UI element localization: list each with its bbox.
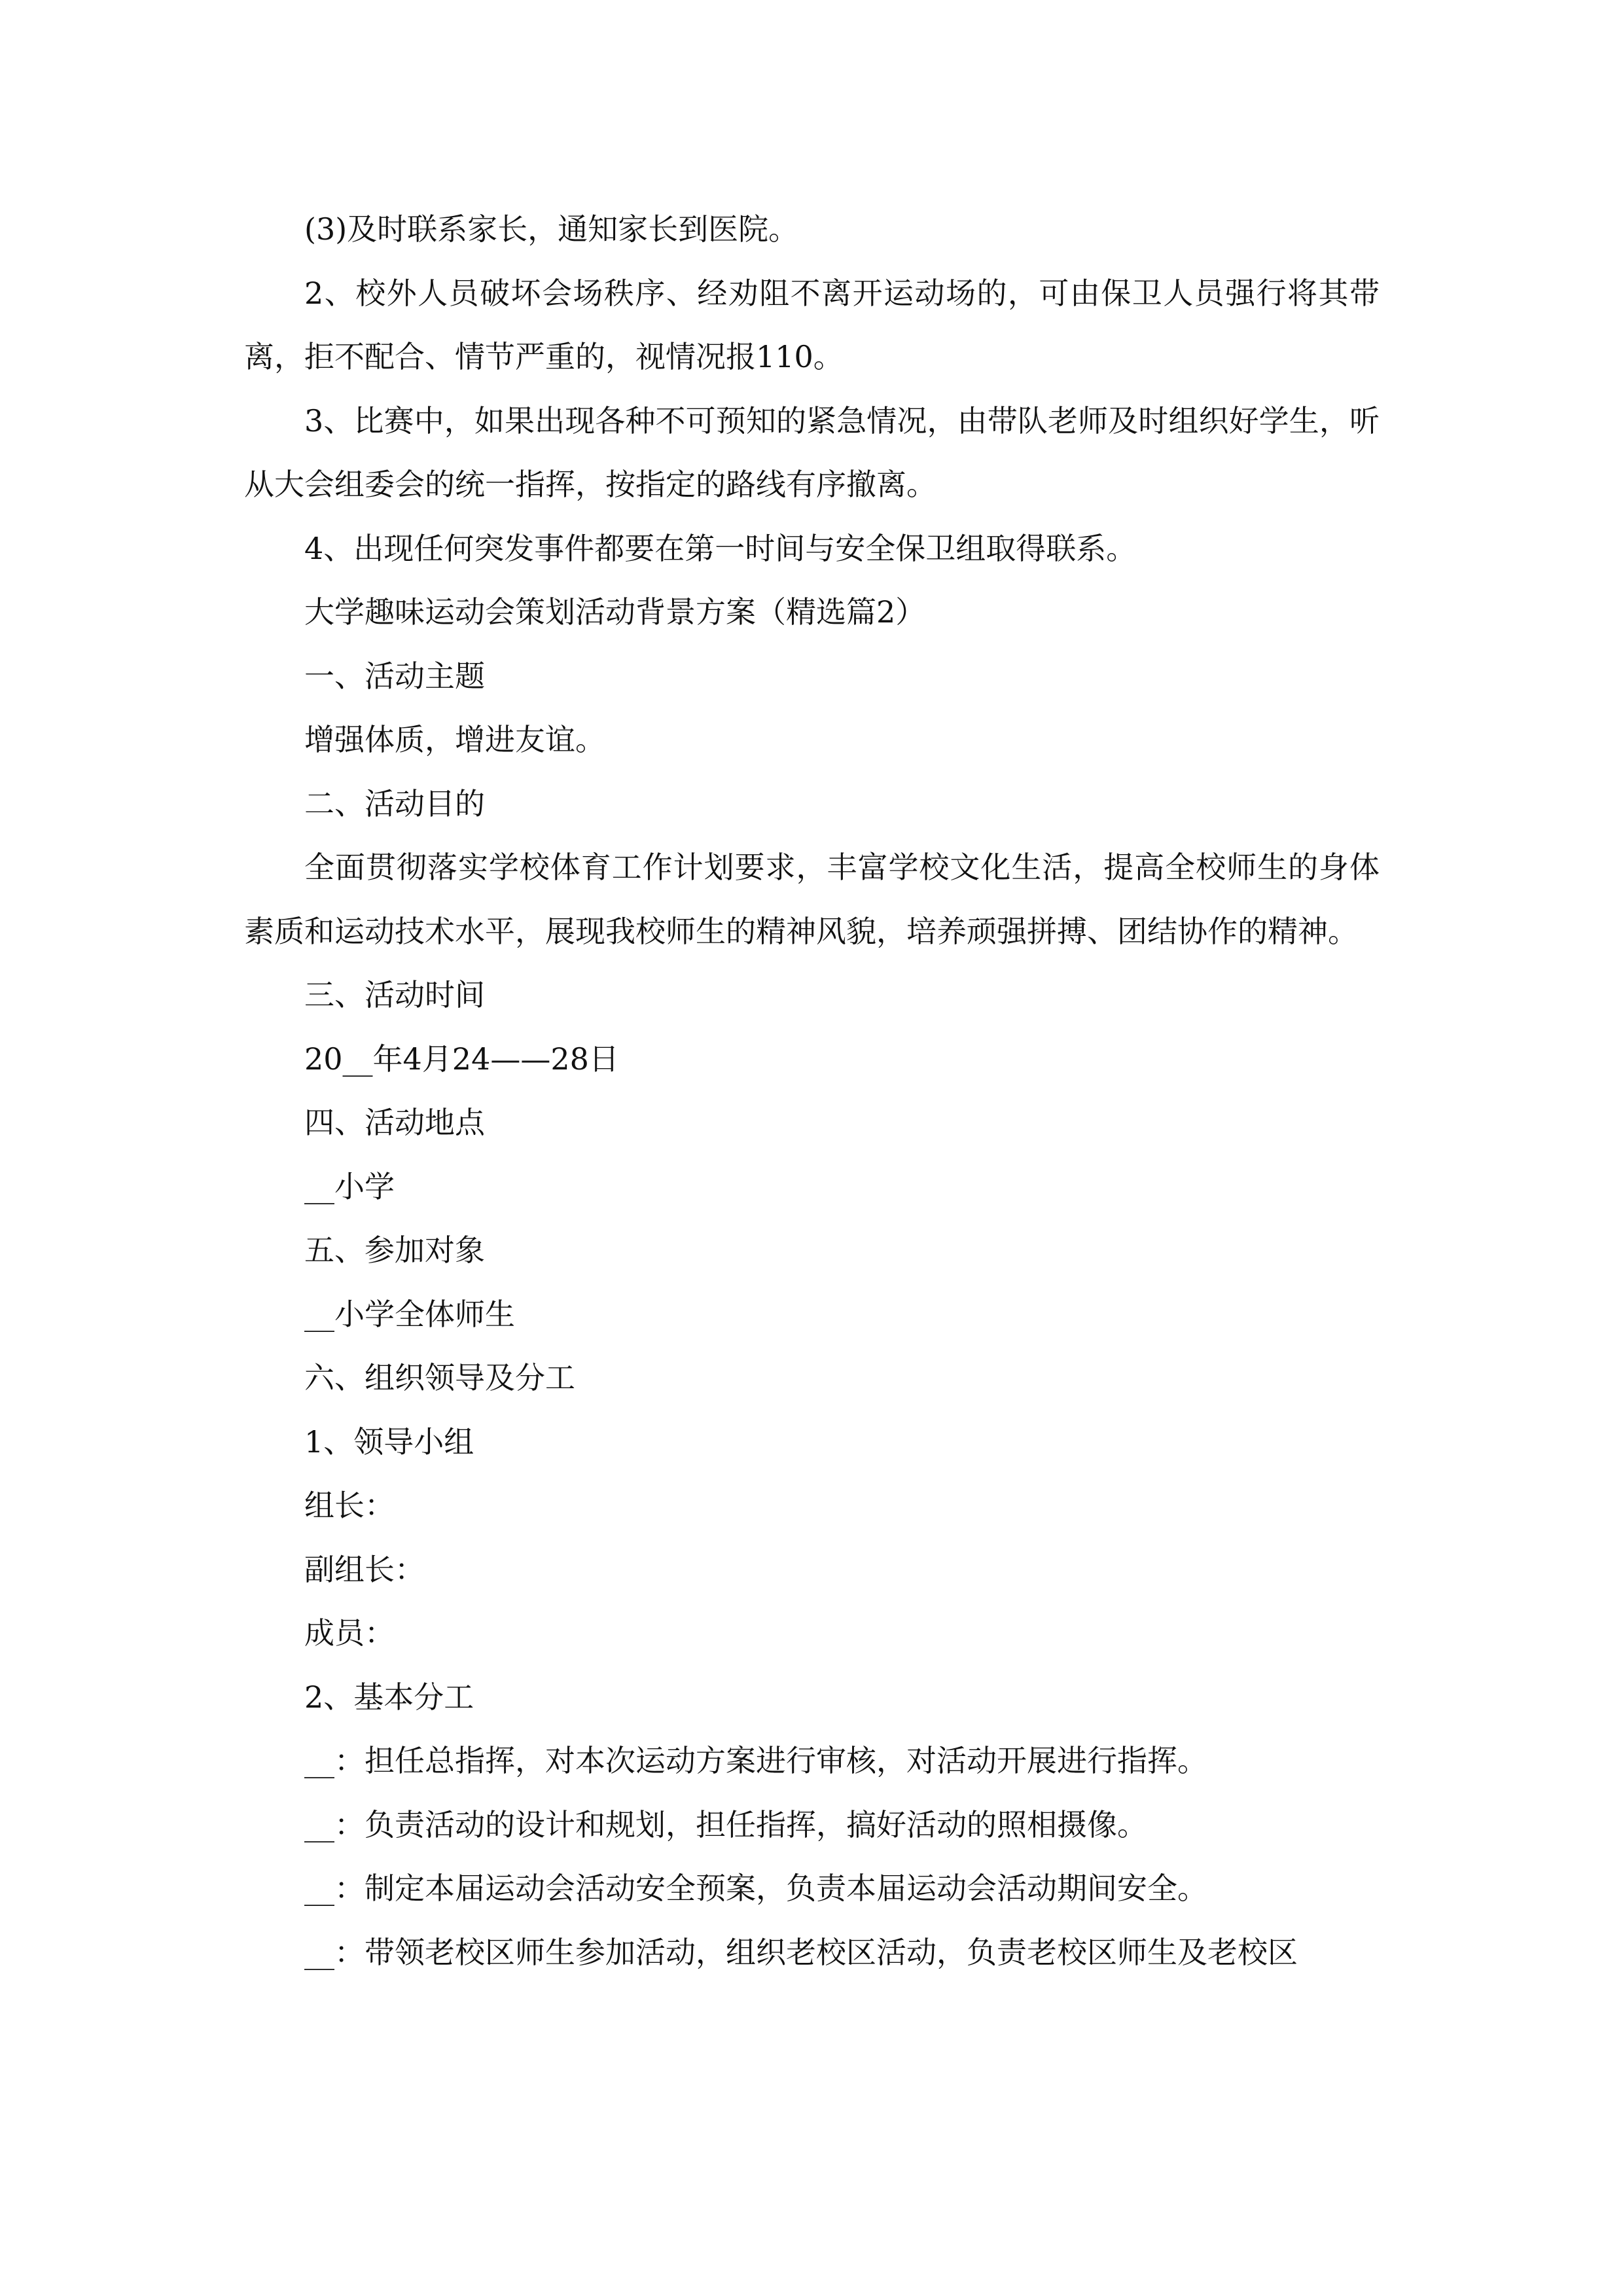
heading-theme: 一、活动主题: [304, 658, 485, 694]
paragraph-contact-security: 4、出现任何突发事件都要在第一时间与安全保卫组取得联系。: [304, 530, 1137, 566]
paragraph-duty-old-campus: __：带领老校区师生参加活动，组织老校区活动，负责老校区师生及老校区: [304, 1934, 1298, 1970]
paragraph-contact-parents: (3)及时联系家长，通知家长到医院。: [304, 211, 799, 247]
heading-organization: 六、组织领导及分工: [304, 1360, 575, 1395]
paragraph-emergency-evacuation: 3、比赛中，如果出现各种不可预知的紧急情况，由带队老师及时组织好学生，听从大会组委会的统一指挥，按指定的路线有序撤离。: [244, 403, 1380, 502]
paragraph-members: 成员：: [304, 1615, 395, 1651]
paragraph-duty-planning: __：负责活动的设计和规划，担任指挥，搞好活动的照相摄像。: [304, 1806, 1147, 1842]
section-title: 大学趣味运动会策划活动背景方案（精选篇2）: [304, 594, 926, 630]
paragraph-outsider-removal: 2、校外人员破坏会场秩序、经劝阻不离开运动场的，可由保卫人员强行将其带离，拒不配合、情节严重的，视情况报110。: [244, 275, 1380, 374]
paragraph-duty-commander: __：担任总指挥，对本次运动方案进行审核，对活动开展进行指挥。: [304, 1743, 1207, 1778]
paragraph-theme: 增强体质，增进友谊。: [304, 722, 605, 757]
heading-purpose: 二、活动目的: [304, 785, 485, 821]
paragraph-leader: 组长：: [304, 1488, 395, 1523]
heading-location: 四、活动地点: [304, 1105, 485, 1140]
paragraph-purpose: 全面贯彻落实学校体育工作计划要求，丰富学校文化生活，提高全校师生的身体素质和运动技术水平，展现我校师生的精神风貌，培养顽强拼搏、团结协作的精神。: [244, 850, 1380, 949]
paragraph-deputy-leader: 副组长：: [304, 1551, 425, 1587]
paragraph-location: __小学: [304, 1168, 395, 1204]
heading-leadership-group: 1、领导小组: [304, 1424, 474, 1460]
document-body: [244, 198, 1380, 1984]
paragraph-duty-safety: __：制定本届运动会活动安全预案，负责本届运动会活动期间安全。: [304, 1871, 1207, 1906]
paragraph-time: 20__年4月24——28日: [304, 1041, 619, 1077]
heading-time: 三、活动时间: [304, 977, 485, 1013]
paragraph-participants: __小学全体师生: [304, 1296, 515, 1332]
heading-basic-division: 2、基本分工: [304, 1679, 474, 1715]
heading-participants: 五、参加对象: [304, 1232, 485, 1268]
